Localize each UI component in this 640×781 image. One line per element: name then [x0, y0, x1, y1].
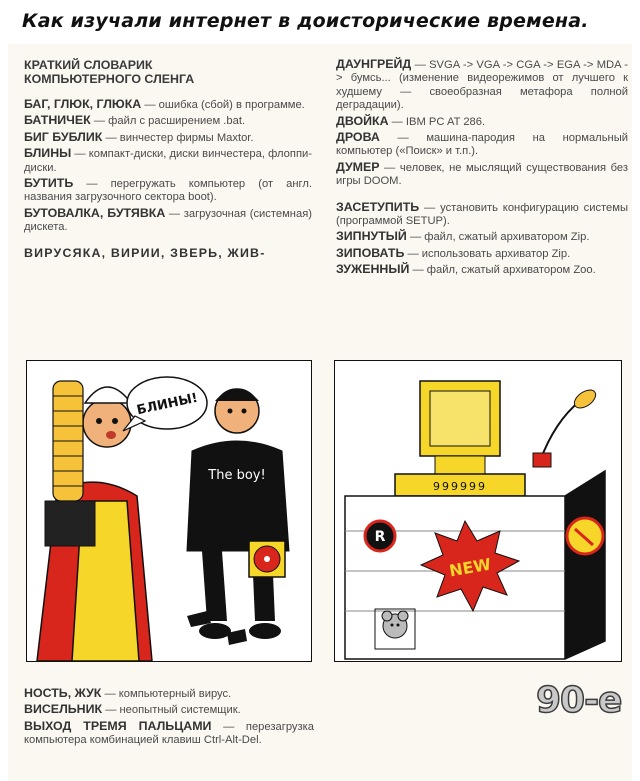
dictionary-entry [24, 114, 312, 128]
entry-definition: — перегружать компьютер (от англ. названия загрузочного сектора boot). [24, 178, 312, 204]
entry-definition: — машина-пародия на нормальный компьютер («Поиск» и т.п.). [336, 132, 628, 158]
dictionary-entry [24, 177, 312, 205]
entry-definition: — SVGA -> VGA -> CGA -> EGA -> MDA -> бумсь... (изменение видеорежимов от лучшего к худшему — своеобразная метафора полной деградации). [336, 59, 628, 112]
entry-definition: — использовать архиватор Zip. [404, 247, 571, 260]
dictionary-entry [24, 703, 314, 717]
entry-term: ЗАСЕТУПИТЬ [336, 199, 420, 214]
entry-definition: — перезагрузка компьютера комбинацией клавиш Ctrl-Alt-Del. [24, 720, 314, 747]
boy-shirt [187, 441, 289, 551]
dictionary-left-column [24, 58, 312, 263]
dictionary-right-column [336, 58, 628, 280]
entry-term: ВЫХОД ТРЕМЯ ПАЛЬЦАМИ [24, 718, 212, 733]
boy-shirt-text: The boy! [208, 468, 266, 483]
dictionary-entry [24, 207, 312, 235]
cook-head [83, 399, 131, 447]
dictionary-entry [24, 147, 312, 175]
entry-term: ДАУНГРЕЙД [336, 57, 412, 71]
entry-definition: — IBM PC AT 286. [388, 115, 486, 128]
entry-definition: — файл с расширением .bat. [90, 115, 246, 128]
entry-definition: — винчестер фирмы Maxtor. [102, 131, 254, 144]
dictionary-entry [336, 247, 628, 261]
post-title: Как изучали интернет в доисторические времена. [22, 10, 589, 32]
dictionary-entry [24, 98, 312, 112]
era-badge: 90-е [536, 680, 622, 721]
dictionary-title-line1: КРАТКИЙ СЛОВАРИК [24, 58, 153, 72]
entry-term: БЛИНЫ [24, 146, 72, 161]
dictionary-entry [336, 58, 628, 113]
bottom-cont-definition: — компьютерный вирус. [101, 688, 232, 700]
entry-term: БИГ БУБЛИК [24, 129, 103, 144]
entry-term: ДВОЙКА [336, 113, 389, 128]
entry-term: БУТОВАЛКА, БУТЯВКА [24, 205, 166, 220]
right-entries [336, 58, 628, 278]
entry-definition: — установить конфигурацию системы (программой SETUP). [336, 201, 628, 228]
entry-term: ВИСЕЛЬНИК [24, 702, 103, 717]
pancake-cartoon [27, 361, 311, 661]
cook-box [45, 501, 95, 546]
entry-term: БУТИТЬ [24, 176, 74, 191]
entry-definition: — неопытный системщик. [102, 704, 241, 717]
dictionary-entry [336, 161, 628, 189]
dictionary-entry [336, 115, 628, 129]
entry-term: БАТНИЧЕК [24, 113, 91, 128]
dictionary-entry [336, 131, 628, 159]
dictionary-entry [24, 131, 312, 145]
entry-definition: — файл, сжатый архиватором Zip. [406, 231, 590, 244]
entry-definition: — загрузочная (системная) дискета. [24, 207, 312, 234]
entry-term: ЗУЖЕННЫЙ [336, 262, 410, 277]
bottom-cont-entry [24, 687, 314, 701]
entry-term: ЗИПНУТЫЙ [336, 229, 407, 244]
entry-definition: — файл, сжатый архиватором Zoo. [409, 264, 596, 277]
entry-term: ДРОВА [336, 130, 380, 145]
new-badge-text: NEW [447, 554, 493, 581]
computer-cartoon [335, 361, 621, 661]
dictionary-entry [336, 201, 628, 229]
dictionary-entry [336, 230, 628, 244]
entry-term: БАГ, ГЛЮК, ГЛЮКА [24, 97, 142, 111]
counter-digits: 999999 [433, 480, 487, 493]
entry-definition: — ошибка (сбой) в программе. [141, 99, 305, 111]
bottom-cont-term: НОСТЬ, ЖУК [24, 686, 102, 700]
post-header [0, 0, 640, 44]
dictionary-entry [24, 720, 314, 748]
entry-term: ЗИПОВАТЬ [336, 245, 405, 260]
r-badge-text: R [374, 529, 386, 545]
dictionary-bottom-column [24, 687, 314, 750]
lamp-arm [540, 401, 580, 461]
entry-definition: — человек, не мыслящий существования без игры DOOM. [336, 161, 628, 188]
speech-bubble-text: БЛИНЫ! [135, 390, 200, 419]
boy-hair [215, 389, 259, 402]
left-tail-entry [24, 247, 312, 261]
entry-term: ДУМЕР [336, 159, 380, 174]
cook-cap [85, 387, 131, 403]
left-tail-term: ВИРУСЯКА, ВИРИИ, ЗВЕРЬ, ЖИВ- [24, 245, 266, 260]
left-entries [24, 98, 312, 235]
pancake-stack [53, 381, 83, 501]
dictionary-title [24, 58, 312, 86]
illustration-pancake-cook [26, 360, 312, 662]
bottom-entries [24, 703, 314, 747]
illustration-computer-box [334, 360, 622, 662]
dictionary-title-line2: КОМПЬЮТЕРНОГО СЛЕНГА [24, 72, 195, 86]
dictionary-entry [336, 263, 628, 277]
entry-definition: — компакт-диски, диски винчестера, флоппи-диски. [24, 148, 312, 174]
